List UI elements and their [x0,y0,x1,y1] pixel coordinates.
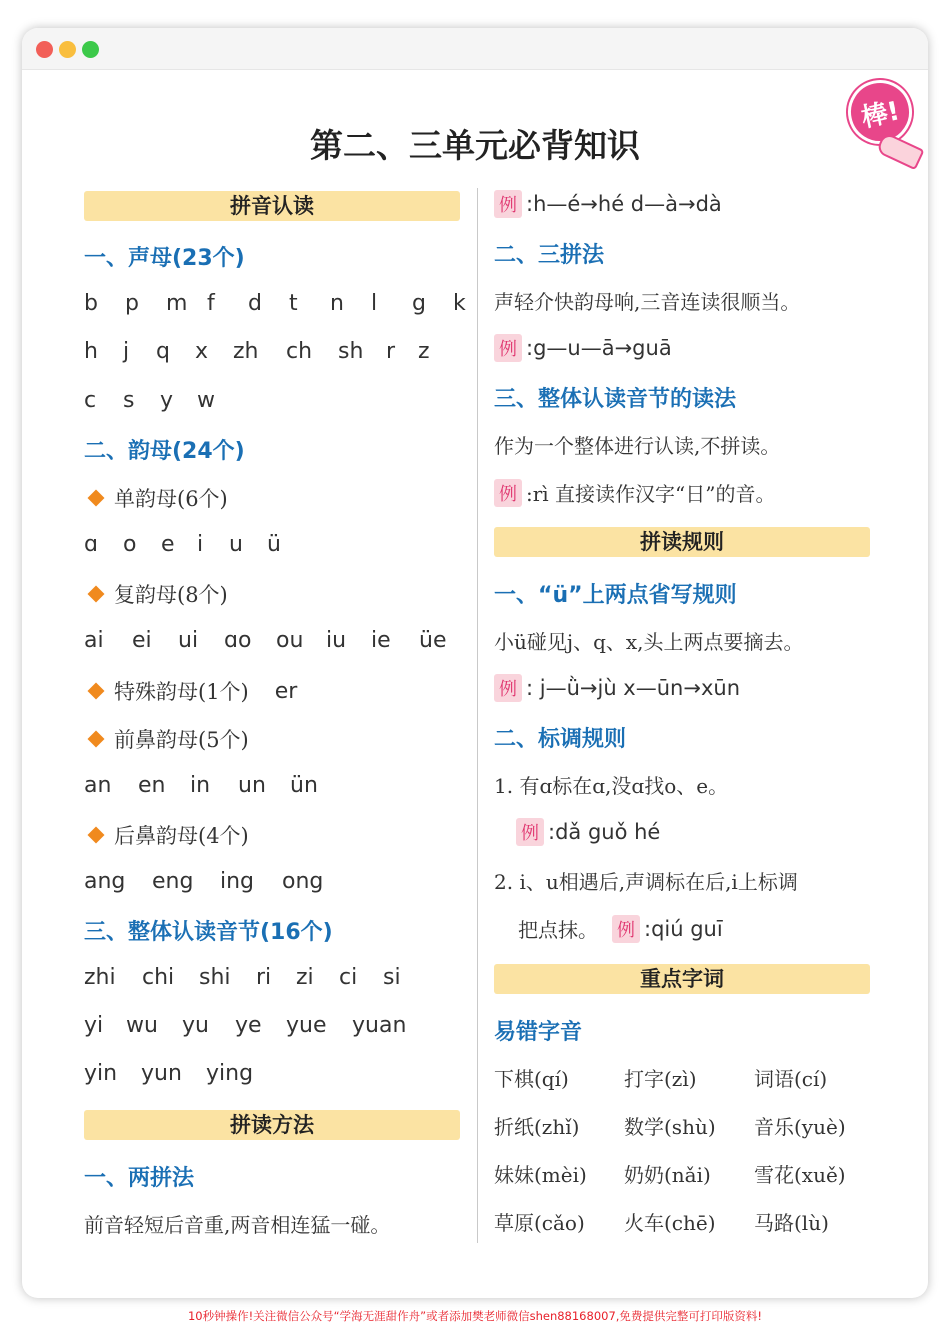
pinyin-item: u [229,532,243,557]
word-item: 火车(chē) [624,1211,716,1235]
document-window [22,28,928,1298]
fu-yunmu-row [84,628,449,653]
pinyin-item: d [248,291,262,316]
shengmu-row-2 [84,339,438,364]
pinyin-item: ying [206,1061,254,1086]
heading-liangpin: 一、两拼法 [84,1166,195,1191]
pinyin-item: ɑo [224,628,252,653]
heading-shengmu: 一、声母(23个) [84,246,245,271]
pinyin-item: ci [339,965,358,990]
word-row [494,1063,884,1092]
pinyin-item: un [238,773,266,798]
pinyin-item: z [418,339,430,364]
window-titlebar [22,28,928,70]
pinyin-item: ou [276,628,304,653]
section-bar-pinyin: 拼音认读 [84,191,460,221]
example-tag: 例 [494,674,522,702]
word-item: 奶奶(nǎi) [624,1163,711,1187]
section-bar-rules: 拼读规则 [494,527,870,557]
pinyin-item: y [160,388,174,413]
pinyin-item: t [289,291,298,316]
pinyin-item: ün [290,773,318,798]
pinyin-item: ü [267,532,281,557]
pinyin-item: g [412,291,426,316]
pinyin-item: e [161,532,175,557]
example-zhengti: 例 :rì 直接读作汉字“日”的音。 [494,478,776,507]
diamond-bullet-icon [88,586,105,603]
dan-yunmu-label: 单韵母(6个) [84,483,228,513]
qian-yunmu-row [84,773,320,798]
pinyin-item: p [125,291,139,316]
pinyin-item: q [156,339,170,364]
heading-u-rule: 一、“ü”上两点省写规则 [494,583,737,608]
word-item: 下棋(qí) [494,1067,569,1091]
heading-zhengti: 三、整体认读音节(16个) [84,920,333,945]
zhengti-read-text: 作为一个整体进行认读,不拼读。 [494,434,781,458]
heading-sanpin: 二、三拼法 [494,243,605,268]
example-tag: 例 [494,190,522,218]
fu-yunmu-label: 复韵母(8个) [84,579,228,609]
pinyin-item: yi [84,1013,104,1038]
pinyin-item: ei [132,628,152,653]
section-bar-method: 拼读方法 [84,1110,460,1140]
zhengti-row-3 [84,1061,266,1086]
pinyin-item: ri [256,965,272,990]
pinyin-item: ui [178,628,199,653]
pinyin-item: ch [286,339,313,364]
example-tone-rule-1: 例 :dǎ guǒ hé [516,818,660,846]
sanpin-rhyme: 声轻介快韵母响,三音连读很顺当。 [494,290,801,314]
pinyin-item: l [371,291,378,316]
pinyin-item: c [84,388,97,413]
diamond-bullet-icon [88,490,105,507]
pinyin-item: k [453,291,466,316]
example-tag: 例 [494,334,522,362]
pinyin-item: x [195,339,209,364]
shengmu-row-1 [84,291,473,316]
word-item: 妹妹(mèi) [494,1163,587,1187]
example-tag: 例 [494,479,522,507]
heading-easy-wrong: 易错字音 [494,1020,583,1045]
tone-rule-2: 2. i、u相遇后,声调标在后,i上标调 [494,870,798,894]
pinyin-item: ie [371,628,391,653]
pinyin-item: ing [220,869,255,894]
pinyin-item: yin [84,1061,118,1086]
example-sanpin: 例 :g—u—ā→guā [494,334,672,362]
example-u-rule: 例 : j—ǜ→jù x—ūn→xūn [494,674,740,702]
pinyin-item: zi [296,965,314,990]
teshu-yunmu-label: 特殊韵母(1个) er [84,676,297,706]
praise-sticker-label: 棒! [842,74,918,150]
word-item: 雪花(xuě) [754,1163,846,1187]
minimize-window-button[interactable] [59,41,76,58]
pinyin-item: s [123,388,135,413]
pinyin-item: zhi [84,965,116,990]
pinyin-item: yuan [352,1013,407,1038]
pinyin-item: ɑ [84,532,98,557]
example-liangpin: 例 :h—é→hé d—à→dà [494,190,722,218]
example-tag: 例 [612,915,640,943]
word-item: 马路(lù) [754,1211,829,1235]
pinyin-item: yu [182,1013,209,1038]
pinyin-item: üe [419,628,447,653]
footer-notice: 10秒钟操作!关注微信公众号“学海无涯甜作舟”或者添加樊老师微信shen88168007,免费提供完整可打印版资料! [187,1309,763,1323]
pinyin-item: b [84,291,98,316]
word-row [494,1111,884,1140]
pinyin-item: wu [126,1013,158,1038]
pinyin-item: in [190,773,211,798]
diamond-bullet-icon [88,731,105,748]
word-item: 折纸(zhǐ) [494,1115,580,1139]
pinyin-item: chi [142,965,175,990]
word-item: 音乐(yuè) [754,1115,846,1139]
maximize-window-button[interactable] [82,41,99,58]
tone-rule-1: 1. 有ɑ标在ɑ,没ɑ找o、e。 [494,774,729,798]
pinyin-item: zh [233,339,259,364]
diamond-bullet-icon [88,827,105,844]
diamond-bullet-icon [88,683,105,700]
hou-yunmu-label: 后鼻韵母(4个) [84,820,249,850]
hou-yunmu-row [84,869,332,894]
word-item: 数学(shù) [624,1115,716,1139]
pinyin-item: eng [152,869,194,894]
pinyin-item: ai [84,628,104,653]
pinyin-item: yue [286,1013,327,1038]
pinyin-item: ye [235,1013,262,1038]
pinyin-item: w [197,388,215,413]
pinyin-item: sh [338,339,364,364]
pinyin-item: ong [282,869,324,894]
column-divider [477,188,478,1243]
pinyin-item: m [166,291,188,316]
pinyin-item: en [138,773,166,798]
pinyin-item: r [386,339,396,364]
u-rule-text: 小ü碰见j、q、x,头上两点要摘去。 [494,630,804,654]
pinyin-item: yun [141,1061,182,1086]
pinyin-item: si [383,965,401,990]
zhengti-row-2 [84,1013,412,1038]
zhengti-row-1 [84,965,413,990]
shengmu-row-3 [84,388,227,413]
heading-yunmu: 二、韵母(24个) [84,439,245,464]
liangpin-rhyme: 前音轻短后音重,两音相连猛一碰。 [84,1213,391,1237]
heading-tone-rule: 二、标调规则 [494,727,627,752]
heading-zhengti-read: 三、整体认读音节的读法 [494,387,737,412]
pinyin-item: shi [199,965,231,990]
pinyin-item: an [84,773,112,798]
tone-rule-2-continued: 把点抹。 例 :qiú guī [518,916,723,942]
word-item: 词语(cí) [754,1067,828,1091]
pinyin-item: iu [326,628,347,653]
page-title: 第二、三单元必背知识 [310,126,640,165]
close-window-button[interactable] [36,41,53,58]
section-bar-words: 重点字词 [494,964,870,994]
dan-yunmu-row [84,532,287,557]
pinyin-item: ang [84,869,126,894]
word-row [494,1159,884,1188]
example-tag: 例 [516,818,544,846]
word-item: 打字(zì) [624,1067,697,1091]
pinyin-item: h [84,339,98,364]
pinyin-item: n [330,291,344,316]
pinyin-item: o [123,532,137,557]
pinyin-item: f [207,291,215,316]
pinyin-item: j [123,339,130,364]
word-item: 草原(cǎo) [494,1211,585,1235]
pinyin-item: i [197,532,204,557]
qian-yunmu-label: 前鼻韵母(5个) [84,724,249,754]
word-row [494,1207,884,1236]
